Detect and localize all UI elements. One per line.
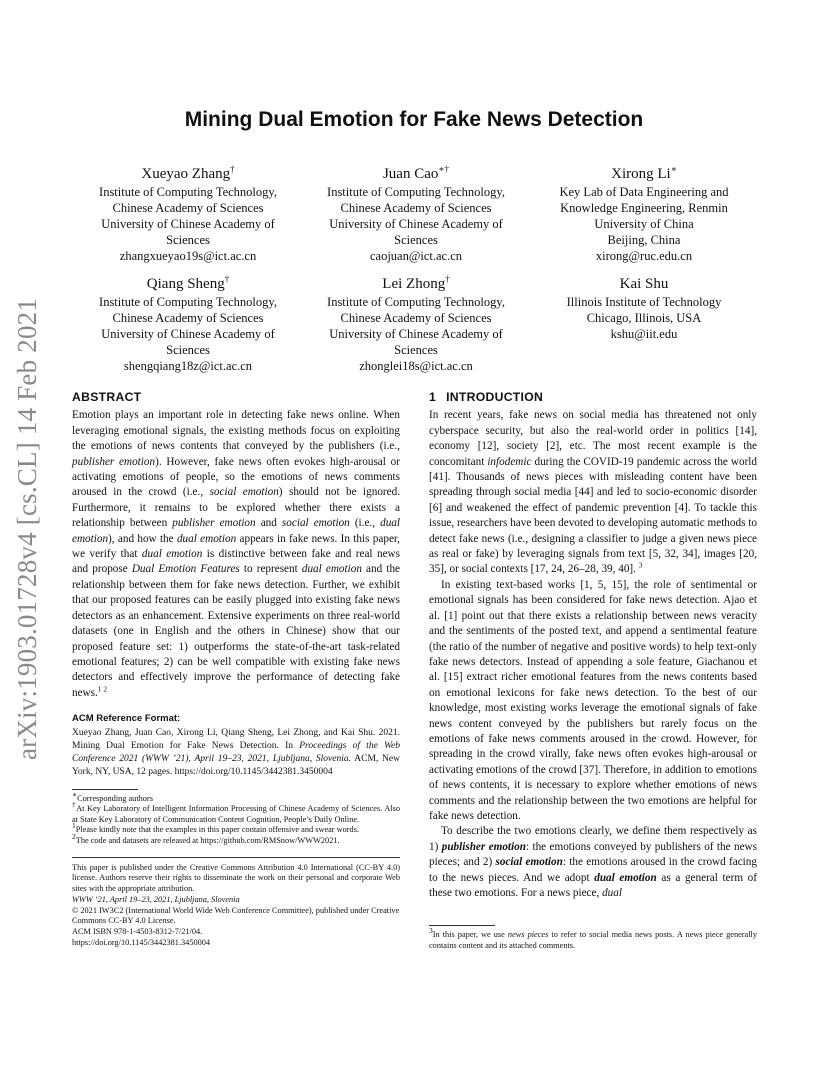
author-affiliation: Sciences	[166, 233, 210, 247]
intro-heading: 1 INTRODUCTION	[429, 390, 544, 404]
author-affiliation: Sciences	[166, 343, 210, 357]
author-email: caojuan@ict.ac.cn	[369, 249, 463, 263]
author-name: Xueyao Zhang†	[141, 164, 235, 182]
footnote-divider	[72, 789, 138, 790]
author-affiliation: Chinese Academy of Sciences	[340, 201, 492, 215]
author-email: kshu@iit.edu	[610, 327, 678, 341]
author-affiliation: Institute of Computing Technology,	[99, 295, 277, 309]
author-name: Xirong Li∗	[611, 164, 677, 182]
arxiv-stamp: arXiv:1903.01728v4 [cs.CL] 14 Feb 2021	[12, 297, 42, 760]
intro-paragraph-2: In existing text-based works [1, 5, 15], the role of sentimental or emotional signals has been considered for fake news detection. Ajao et al. [1] point out that there exists a relationship between news veracity and the sentiments of the posted text, and append a sentimental feature (the ratio of the number of negative and positive words) to help text-only fake news detectors. Instead of appending a sole feature, Giachanou et al. [15] extract richer emotional features from the news contents based on emotional lexicons for fake news detection. To the best of our knowledge, most existing works leverage the emotional signals of fake news content conveyed by the publishers but rarely focus on the emotions of fake news comments aroused in the crowd. However, for spreading in the crowd virally, fake news often evokes high-arousal or activating emotions of the crowd [37]. Therefore, in addition to emotions of news contents, it is necessary to explore whether emotions of news comments and the relationship between the two emotions are helpful for fake news detection.	[429, 578, 757, 822]
author-card	[530, 164, 758, 264]
doi-line: https://doi.org/10.1145/3442381.3450004	[72, 938, 211, 948]
author-affiliation: Chinese Academy of Sciences	[112, 311, 264, 325]
footnotes-left	[72, 789, 400, 847]
author-name: Qiang Sheng†	[146, 274, 230, 292]
license-block	[72, 863, 400, 949]
right-column	[429, 390, 757, 901]
author-mark: ∗†	[438, 164, 450, 174]
author-name: Lei Zhong†	[382, 274, 450, 292]
footnote-divider	[429, 925, 495, 926]
author-affiliation: Chinese Academy of Sciences	[112, 201, 264, 215]
author-affiliation: Knowledge Engineering, Renmin	[560, 201, 728, 215]
conference-line: WWW ’21, April 19–23, 2021, Ljubljana, Slovenia	[72, 894, 240, 904]
author-name: Kai Shu	[619, 276, 669, 292]
author-affiliation: Illinois Institute of Technology	[566, 295, 722, 309]
author-affiliation: Sciences	[394, 343, 438, 357]
author-email: zhonglei18s@ict.ac.cn	[359, 359, 473, 373]
author-mark: ∗	[670, 164, 677, 174]
author-card	[302, 274, 530, 374]
author-affiliation: University of Chinese Academy of	[101, 327, 275, 341]
footnote-item: †At Key Laboratory of Intelligent Information Processing of Chinese Academy of Sciences. Also at State Key Laboratory of Communication Content Cognition, People’s Daily Online.	[72, 800, 400, 824]
author-email: xirong@ruc.edu.cn	[595, 249, 693, 263]
footnote-marker: 3	[638, 560, 643, 570]
author-affiliation: Institute of Computing Technology,	[99, 185, 277, 199]
footnote-marker: 1 2	[97, 683, 108, 693]
author-affiliation: University of Chinese Academy of	[101, 217, 275, 231]
author-block	[74, 164, 758, 384]
author-affiliation: University of Chinese Academy of	[329, 327, 503, 341]
author-affiliation: Key Lab of Data Engineering and	[559, 185, 729, 199]
left-column	[72, 390, 400, 949]
author-mark: †	[445, 274, 450, 284]
isbn-line: ACM ISBN 978-1-4503-8312-7/21/04.	[72, 927, 203, 937]
author-card	[530, 274, 758, 374]
author-affiliation: Institute of Computing Technology,	[327, 185, 505, 199]
author-email: shengqiang18z@ict.ac.cn	[123, 359, 253, 373]
author-row	[74, 164, 758, 264]
license-text: This paper is published under the Creative Commons Attribution 4.0 International (CC-BY 4.0) license. Authors reserve their rights to disseminate the work on their personal and corporate Web sites with the appropriate attribution.	[72, 862, 400, 894]
author-name: Juan Cao∗†	[382, 164, 450, 182]
footnote-3: $^3$In this paper, we use news pieces to refer to social media news posts. A news piece generally contains content and its attached comments.	[429, 926, 758, 950]
footnote-item: ∗Corresponding authors	[72, 789, 153, 803]
author-card	[74, 274, 302, 374]
author-affiliation: Beijing, China	[607, 233, 681, 247]
paper-title: Mining Dual Emotion for Fake News Detection	[184, 108, 644, 131]
author-affiliation: University of Chinese Academy of	[329, 217, 503, 231]
author-affiliation: Sciences	[394, 233, 438, 247]
author-email: zhangxueyao19s@ict.ac.cn	[119, 249, 257, 263]
copyright-line: © 2021 IW3C2 (International World Wide Web Conference Committee), published under Creative Commons CC-BY 4.0 License.	[72, 905, 400, 926]
author-mark: †	[230, 164, 235, 174]
author-affiliation: Institute of Computing Technology,	[327, 295, 505, 309]
footnote-right	[429, 925, 757, 951]
author-card	[302, 164, 530, 264]
author-affiliation: Chicago, Illinois, USA	[586, 311, 702, 325]
footnote-item: $^1$Please kindly note that the examples in this paper contain offensive and swear words.	[72, 821, 359, 835]
intro-paragraph-1: In recent years, fake news on social media has threatened not only cyberspace security, but also the real-world order in politics [14], economy [12], society [2], etc. The most recent example is the concomitant infodemic during the COVID-19 pandemic across the world [41]. Thousands of news pieces with misleading content have been spreading through social media [44] and led to socio-economic disorder [6] and weakened the effect of pandemic prevention [4]. To tackle this issue, researchers have been devoted to developing automatic methods to detect fake news (i.e., designing a classifier to judge a given news piece as real or fake) by leveraging signals from text [5, 32, 34], images [20, 35], or social contexts [17, 24, 26–28, 39, 40]. $^3$	[429, 409, 757, 576]
author-card	[74, 164, 302, 264]
acm-reference-heading: ACM Reference Format:	[72, 713, 181, 725]
author-mark: †	[224, 274, 230, 284]
license-divider	[72, 857, 400, 858]
abstract-text: Emotion plays an important role in detecting fake news online. When leveraging emotional signals, the existing methods focus on exploiting the emotions of news contents that conveyed by the publishers (i.e., publisher emotion). However, fake news often evokes high-arousal or activating emotions of people, so the emotions of news comments aroused in the crowd (i.e., social emotion) should not be ignored. Furthermore, it remains to be explored whether there exists a relationship between publisher emotion and social emotion (i.e., dual emotion), and how the dual emotion appears in fake news. In this paper, we verify that dual emotion is distinctive between fake and real news and propose Dual Emotion Features to represent dual emotion and the relationship between them for fake news detection. Further, we exhibit that our proposed features can be easily plugged into existing fake news detectors as an enhancement. Extensive experiments on three real-world datasets (one in English and the others in Chinese) show that our proposed feature set: 1) outperforms the state-of-the-art task-related emotional features; 2) can be well compatible with existing fake news detectors and effectively improve the performance of detecting fake news.$^{1 2}$	[72, 409, 401, 699]
author-affiliation: University of China	[594, 217, 694, 231]
author-affiliation: Chinese Academy of Sciences	[340, 311, 492, 325]
intro-paragraph-3: To describe the two emotions clearly, we define them respectively as 1) publisher emotion: the emotions conveyed by publishers of the news pieces; and 2) social emotion: the emotions aroused in the crowd facing to the news pieces. And we adopt dual emotion as a general term of these two emotions. For a news piece, dual	[429, 825, 757, 899]
author-row	[74, 274, 758, 374]
abstract-heading: ABSTRACT	[72, 390, 142, 404]
acm-reference-text: Xueyao Zhang, Juan Cao, Xirong Li, Qiang Sheng, Lei Zhong, and Kai Shu. 2021. Mining Dual Emotion for Fake News Detection. In Proceedings of the Web Conference 2021 (WWW ’21), April 19–23, 2021, Ljubljana, Slovenia. ACM, New York, NY, USA, 12 pages. https://doi.org/10.1145/3442381.3450004	[72, 727, 400, 777]
footnote-item: $^2$The code and datasets are released at https://github.com/RMSnow/WWW2021.	[72, 832, 340, 845]
